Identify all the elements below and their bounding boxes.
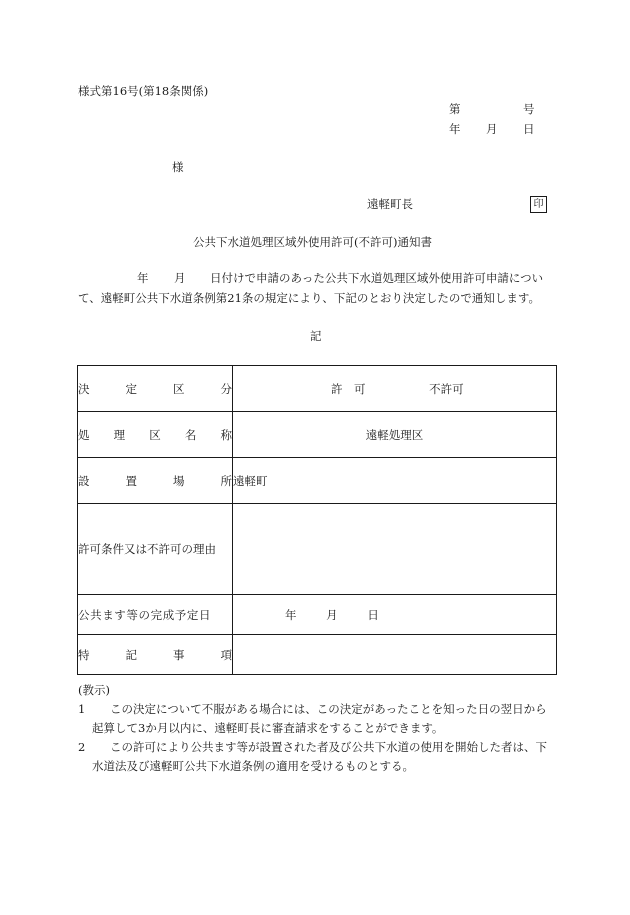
completion-day: 日 bbox=[367, 607, 379, 622]
body-year: 年 bbox=[137, 271, 149, 285]
value-location: 遠軽町 bbox=[233, 458, 557, 504]
table-row bbox=[78, 458, 557, 504]
completion-month: 月 bbox=[326, 607, 338, 622]
value-remarks bbox=[233, 635, 557, 675]
date-year: 年 bbox=[449, 122, 461, 136]
doc-number-suffix: 号 bbox=[523, 102, 535, 116]
list-item: 1 この決定について不服がある場合には、この決定があったことを知った日の翌日から起算して3か月以内に、遠軽町長に審査請求をすることができます。 bbox=[78, 702, 547, 735]
decision-table bbox=[77, 365, 557, 675]
table-row bbox=[78, 595, 557, 635]
issuer-name: 遠軽町長 bbox=[367, 197, 413, 211]
value-completion-date bbox=[233, 595, 557, 635]
document-title: 公共下水道処理区域外使用許可(不許可)通知書 bbox=[193, 235, 432, 249]
label-conditions: 許可条件又は不許可の理由 bbox=[78, 504, 233, 595]
label-completion-date: 公共ます等の完成予定日 bbox=[78, 595, 233, 635]
value-decision bbox=[233, 366, 557, 412]
body-text-line2: て、遠軽町公共下水道条例第21条の規定により、下記のとおり決定したので通知します。 bbox=[78, 291, 540, 305]
date-day: 日 bbox=[523, 122, 535, 136]
list-item: 2 この許可により公共ます等が設置された者及び公共下水道の使用を開始した者は、下水道法及び遠軽町公共下水道条例の適用を受けるものとする。 bbox=[78, 740, 547, 773]
instructions-heading: (教示) bbox=[78, 683, 110, 697]
label-location: 設 置 場 所 bbox=[78, 458, 233, 504]
ki-heading: 記 bbox=[310, 329, 322, 343]
form-number: 様式第16号(第18条関係) bbox=[78, 84, 209, 98]
decision-deny: 不許可 bbox=[429, 381, 464, 396]
decision-permit: 許 可 bbox=[331, 381, 366, 396]
instructions bbox=[78, 681, 558, 776]
recipient-honorific: 様 bbox=[172, 160, 184, 174]
value-district-name: 遠軽処理区 bbox=[233, 412, 557, 458]
label-district-name: 処 理 区 名 称 bbox=[78, 412, 233, 458]
table-row bbox=[78, 504, 557, 595]
body-text-line1: 日付けで申請のあった公共下水道処理区域外使用許可申請につい bbox=[210, 271, 544, 285]
seal-icon: 印 bbox=[530, 196, 547, 213]
body-month: 月 bbox=[174, 271, 186, 285]
completion-year: 年 bbox=[285, 607, 297, 622]
date-month: 月 bbox=[486, 122, 498, 136]
table-row bbox=[78, 366, 557, 412]
value-conditions bbox=[233, 504, 557, 595]
seal-mark bbox=[530, 196, 547, 213]
table-row bbox=[78, 635, 557, 675]
label-decision: 決 定 区 分 bbox=[78, 366, 233, 412]
table-row bbox=[78, 412, 557, 458]
doc-number-prefix: 第 bbox=[449, 102, 461, 116]
label-remarks: 特 記 事 項 bbox=[78, 635, 233, 675]
